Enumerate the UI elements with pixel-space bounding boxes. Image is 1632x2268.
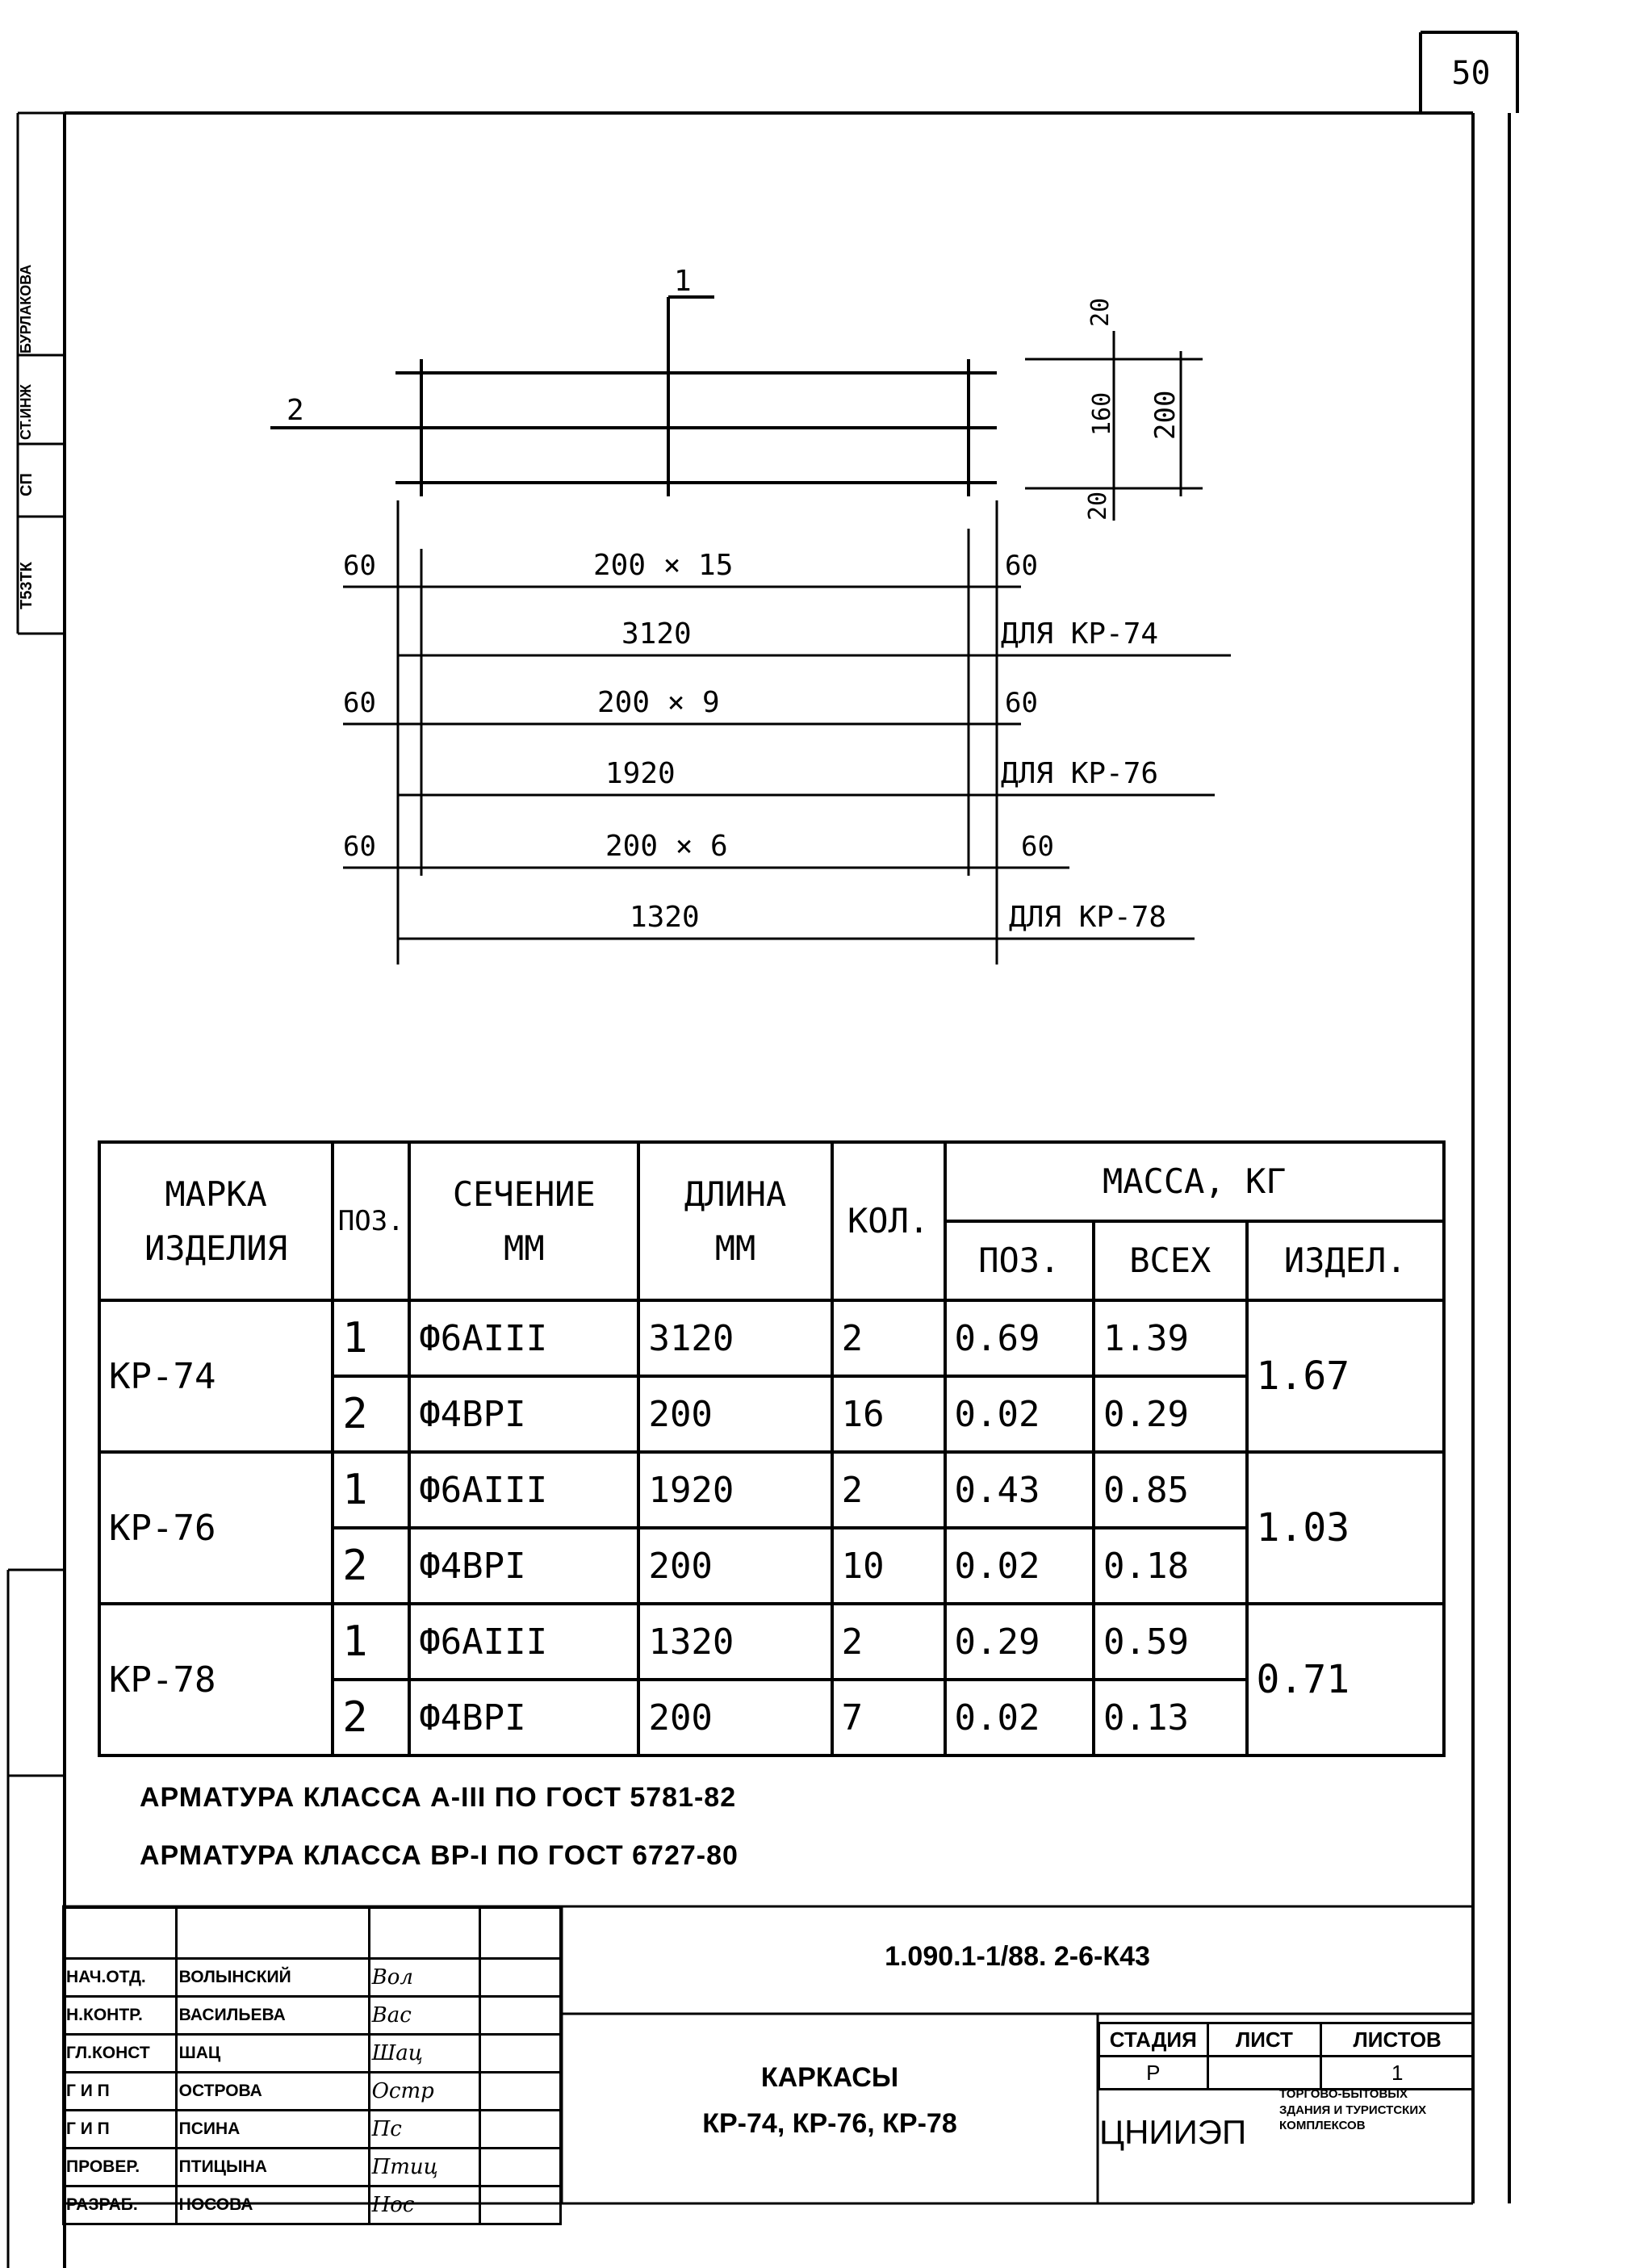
- table-row: [99, 1300, 1444, 1376]
- cell-section: Ф6АIII: [409, 1604, 638, 1680]
- dim-right-kr78: 60: [1021, 831, 1054, 863]
- signature: Вол: [369, 1959, 479, 1997]
- signature: Вас: [369, 1997, 479, 2035]
- dim-middle-kr78: 200 × 6: [605, 830, 728, 863]
- cell-length: 1920: [638, 1452, 831, 1528]
- header-mark-line2: ИЗДЕЛИЯ: [144, 1228, 288, 1268]
- cell-pos: 1: [333, 1452, 409, 1528]
- cell-length: 3120: [638, 1300, 831, 1376]
- item-total-mass: 0.71: [1247, 1604, 1444, 1755]
- sheets-header: ЛИСТОВ: [1321, 2023, 1474, 2057]
- cell-length: 200: [638, 1376, 831, 1452]
- signature: Шац: [369, 2035, 479, 2073]
- sign-role: ПРОВЕР.: [64, 2149, 177, 2186]
- item-total-mass: 1.67: [1247, 1300, 1444, 1452]
- side-label-surname: БУРЛАКОВА: [18, 264, 34, 354]
- section-dim-total: 200: [1149, 390, 1182, 440]
- dim-left-kr74: 60: [343, 550, 376, 582]
- table-row: [64, 2186, 561, 2224]
- cell-mass-pos: 0.02: [945, 1376, 1094, 1452]
- position-mark-1: 1: [674, 265, 692, 298]
- sheet-header: ЛИСТ: [1207, 2023, 1321, 2057]
- cell-qty: 2: [832, 1300, 945, 1376]
- sign-role: ГЛ.КОНСТ: [64, 2035, 177, 2073]
- sign-name: ПТИЦЫНА: [176, 2149, 369, 2186]
- signature: Пс: [369, 2111, 479, 2149]
- cell-section: Ф4ВРI: [409, 1680, 638, 1755]
- table-row: [64, 2035, 561, 2073]
- cell-qty: 10: [832, 1528, 945, 1604]
- table-row: [64, 2111, 561, 2149]
- cell-pos: 2: [333, 1376, 409, 1452]
- cell-mass-all: 0.29: [1094, 1376, 1246, 1452]
- cage-elevation: [270, 297, 997, 496]
- sign-name: ПСИНА: [176, 2111, 369, 2149]
- header-pos: ПОЗ.: [333, 1142, 409, 1300]
- sign-role: Г И П: [64, 2073, 177, 2111]
- specification-table: [98, 1140, 1446, 1757]
- organization-name: ЦНИИЭП: [1099, 2113, 1247, 2151]
- cell-section: Ф4ВРI: [409, 1376, 638, 1452]
- section-dim-top: 20: [1086, 297, 1115, 327]
- cell-length: 200: [638, 1680, 831, 1755]
- item-mark: КР-76: [99, 1452, 333, 1604]
- cell-mass-all: 1.39: [1094, 1300, 1246, 1376]
- header-mass: МАССА, КГ: [945, 1142, 1444, 1221]
- signature: Птиц: [369, 2149, 479, 2186]
- table-row: [99, 1452, 1444, 1528]
- table-row: [1099, 2023, 1474, 2057]
- cell-mass-pos: 0.02: [945, 1680, 1094, 1755]
- cell-qty: 2: [832, 1604, 945, 1680]
- cell-qty: 2: [832, 1452, 945, 1528]
- sign-name: ВОЛЫНСКИЙ: [176, 1959, 369, 1997]
- cell-mass-pos: 0.29: [945, 1604, 1094, 1680]
- cell-mass-all: 0.59: [1094, 1604, 1246, 1680]
- stage-table: [1098, 2022, 1475, 2090]
- dim-left-kr76: 60: [343, 687, 376, 719]
- cell-qty: 16: [832, 1376, 945, 1452]
- for-label-kr78: ДЛЯ КР-78: [1009, 901, 1167, 934]
- header-section-line1: СЕЧЕНИЕ: [452, 1174, 596, 1214]
- side-label-sp: СП: [18, 473, 36, 496]
- header-mark-line1: МАРКА: [165, 1174, 267, 1214]
- sheet-value: [1207, 2057, 1321, 2090]
- document-code: 1.090.1-1/88. 2-6-К43: [885, 1941, 1150, 1972]
- cell-section: Ф4ВРI: [409, 1528, 638, 1604]
- item-mark: КР-74: [99, 1300, 333, 1452]
- cell-length: 200: [638, 1528, 831, 1604]
- header-mass-pos: ПОЗ.: [945, 1221, 1094, 1300]
- dim-total-kr78: 1320: [630, 901, 700, 934]
- header-mark: [99, 1142, 333, 1300]
- cell-section: Ф6АIII: [409, 1452, 638, 1528]
- drawing-title-line1: КАРКАСЫ: [760, 2062, 899, 2093]
- table-row: [64, 2149, 561, 2186]
- sign-role: НАЧ.ОТД.: [64, 1959, 177, 1997]
- cell-section: Ф6АIII: [409, 1300, 638, 1376]
- cell-pos: 1: [333, 1300, 409, 1376]
- header-mass-all: ВСЕХ: [1094, 1221, 1246, 1300]
- stage-value: Р: [1099, 2057, 1208, 2090]
- header-length-line1: ДЛИНА: [684, 1174, 787, 1214]
- section-dim-inner: 160: [1088, 391, 1116, 436]
- dim-middle-kr74: 200 × 15: [593, 549, 734, 582]
- header-qty: КОЛ.: [832, 1142, 945, 1300]
- sign-role: РАЗРАБ.: [64, 2186, 177, 2224]
- cell-pos: 2: [333, 1680, 409, 1755]
- sign-name: ОСТРОВА: [176, 2073, 369, 2111]
- dim-middle-kr76: 200 × 9: [597, 686, 720, 719]
- header-length: [638, 1142, 831, 1300]
- header-section: [409, 1142, 638, 1300]
- side-label-code: Т53ТК: [18, 562, 36, 609]
- position-mark-2: 2: [287, 394, 304, 427]
- item-mark: КР-78: [99, 1604, 333, 1755]
- sign-name: НОСОВА: [176, 2186, 369, 2224]
- side-label-position: СТ.ИНЖ: [18, 384, 34, 440]
- dim-total-kr76: 1920: [605, 757, 676, 790]
- cell-mass-all: 0.18: [1094, 1528, 1246, 1604]
- table-row: [64, 1997, 561, 2035]
- header-mass-item: ИЗДЕЛ.: [1247, 1221, 1444, 1300]
- cell-pos: 2: [333, 1528, 409, 1604]
- table-row: [1099, 2057, 1474, 2090]
- dim-right-kr76: 60: [1005, 687, 1038, 719]
- table-row: [64, 1959, 561, 1997]
- signature: Остр: [369, 2073, 479, 2111]
- sign-role: Н.КОНТР.: [64, 1997, 177, 2035]
- dimension-lines: [343, 500, 1231, 965]
- table-row: [64, 1908, 561, 1959]
- note-rebar-vr1: АРМАТУРА КЛАССА ВР-I ПО ГОСТ 6727-80: [140, 1840, 739, 1871]
- signature: Нос: [369, 2186, 479, 2224]
- cell-length: 1320: [638, 1604, 831, 1680]
- dim-right-kr74: 60: [1005, 550, 1038, 582]
- cell-mass-pos: 0.43: [945, 1452, 1094, 1528]
- dim-total-kr74: 3120: [621, 617, 692, 651]
- note-rebar-a3: АРМАТУРА КЛАССА А-III ПО ГОСТ 5781-82: [140, 1782, 737, 1813]
- cell-qty: 7: [832, 1680, 945, 1755]
- cell-mass-all: 0.13: [1094, 1680, 1246, 1755]
- stage-header: СТАДИЯ: [1099, 2023, 1208, 2057]
- project-name: ТОРГОВО-БЫТОВЫХ ЗДАНИЯ И ТУРИСТСКИХ КОМПЛЕКСОВ: [1279, 2087, 1427, 2132]
- sign-name: ВАСИЛЬЕВА: [176, 1997, 369, 2035]
- cell-mass-all: 0.85: [1094, 1452, 1246, 1528]
- section-dim-bottom: 20: [1084, 491, 1112, 521]
- for-label-kr74: ДЛЯ КР-74: [1001, 617, 1159, 651]
- header-section-line2: ММ: [504, 1228, 545, 1268]
- drawing-title-line2: КР-74, КР-76, КР-78: [702, 2108, 957, 2139]
- for-label-kr76: ДЛЯ КР-76: [1001, 757, 1159, 790]
- sheets-value: 1: [1321, 2057, 1474, 2090]
- item-total-mass: 1.03: [1247, 1452, 1444, 1604]
- table-row: [99, 1604, 1444, 1680]
- signatures-table: [62, 1906, 562, 2225]
- sheet-number: 50: [1451, 55, 1491, 92]
- table-row: [64, 2073, 561, 2111]
- sign-role: Г И П: [64, 2111, 177, 2149]
- dim-left-kr78: 60: [343, 831, 376, 863]
- cell-pos: 1: [333, 1604, 409, 1680]
- cell-mass-pos: 0.69: [945, 1300, 1094, 1376]
- cell-mass-pos: 0.02: [945, 1528, 1094, 1604]
- header-length-line2: ММ: [714, 1228, 756, 1268]
- sign-name: ШАЦ: [176, 2035, 369, 2073]
